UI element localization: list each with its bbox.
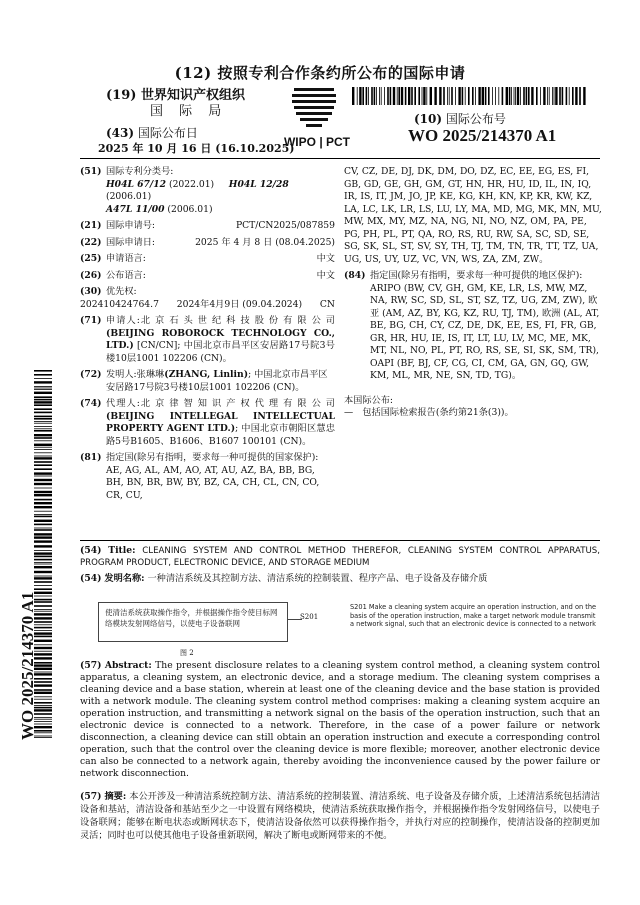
org-sub: 国 际 局 — [150, 104, 228, 119]
barcode-bar — [34, 556, 52, 558]
pubno-num: (10) — [414, 112, 443, 126]
barcode-bar — [455, 87, 456, 105]
barcode-bar — [531, 87, 533, 105]
barcode-bar — [34, 426, 52, 427]
barcode-bar — [34, 566, 52, 568]
barcode-bar — [498, 87, 499, 105]
barcode-bar — [34, 404, 52, 406]
barcode-bar — [393, 87, 395, 105]
barcode-bar — [583, 87, 585, 105]
title-zh-text: 一种清洁系统及其控制方法、清洁系统的控制装置、程序产品、电子设备及存储介质 — [147, 573, 488, 584]
priority-row — [80, 299, 335, 312]
barcode-bar — [430, 87, 432, 105]
barcode-bar — [384, 87, 385, 105]
barcode-bar — [357, 87, 358, 105]
inventor-name-zh: 张琳琳 — [136, 369, 165, 380]
designated-states-continued: CV, CZ, DE, DJ, DK, DM, DO, DZ, EC, EE, EG, ES, FI, GB, GD, GE, GH, GM, GT, HN, HR, HU, ID, IL, IN, IQ, IR, IS, IT, JM, JO, JP, KE, KG, KH, KN, KP, KR, KW, KZ, LA, LC, LK, LR, LS, LU, LY, MA, MD, MG, MK, MN, MU, MW, MX, MY, MZ, NA, NG, NI, NO, NZ, OM, PA, PE, PG, PH, PL, PT, QA, RO, RS, RU, RW, SA, SC, SD, SE, SG, SK, SL, ST, SV, SY, TH, TJ, TM, TN, TR, TT, TZ, UA, UG, US, UY, UZ, VC, VN, WS, ZA, ZM, ZW。 — [344, 166, 602, 265]
barcode-bar — [414, 87, 416, 105]
field-value: 中文 — [316, 269, 335, 281]
field-label: 国际申请号: — [106, 220, 156, 231]
barcode-bar — [451, 87, 453, 105]
barcode-bar — [34, 437, 52, 439]
barcode-bar — [34, 502, 52, 504]
barcode-bar — [475, 87, 476, 105]
ipc-line-1 — [106, 179, 335, 204]
barcode-bar — [34, 468, 52, 470]
barcode-bar — [34, 381, 52, 383]
agent-address: ; 中国北京市朝阳区慧忠路5号B1605、B1606、B1607 100101 (CN)。 — [106, 423, 335, 447]
barcode-bar — [492, 87, 493, 105]
barcode-bar — [488, 87, 490, 105]
barcode-bar — [401, 87, 403, 105]
field-value: 2025 年 4 月 8 日 (08.04.2025) — [195, 236, 335, 248]
barcode-bar — [528, 87, 530, 105]
org-name-text: 世界知识产权组织 — [140, 88, 245, 103]
barcode-bar — [540, 87, 541, 105]
barcode-bar — [34, 386, 52, 387]
barcode-bar — [34, 520, 52, 522]
barcode-bar — [579, 87, 581, 105]
side-publication-number: WO 2025/214370 A1 — [18, 591, 37, 740]
priority-country: CN — [319, 298, 335, 310]
barcode-bar — [34, 528, 52, 529]
field-label: 指定国(除另有指明，要求每一种可提供的地区保护): — [370, 270, 583, 281]
wipo-logo — [272, 82, 362, 154]
ipc-line-2 — [106, 204, 335, 217]
ipc-date: (2006.01) — [106, 191, 152, 202]
field-num: (84) — [344, 270, 366, 281]
field-label: 国际专利分类号: — [106, 166, 174, 177]
pubno-label-text: 国际公布号 — [445, 112, 506, 126]
barcode-bar — [34, 396, 52, 398]
pubdate-num: (43) — [106, 126, 135, 140]
barcode-bar — [34, 452, 52, 453]
field-num: (74) — [80, 398, 102, 409]
barcode-bar — [34, 491, 52, 493]
barcode-bar — [34, 416, 52, 418]
barcode-bar — [517, 87, 519, 105]
abstract-en — [80, 660, 600, 780]
barcode-bar — [368, 87, 369, 105]
field-num: (51) — [80, 166, 102, 177]
barcode-bar — [566, 87, 568, 105]
wipo-logo-text: WIPO | PCT — [283, 135, 351, 149]
field-num: (57) — [80, 791, 102, 802]
barcode-bar — [34, 545, 52, 547]
field-71 — [80, 315, 335, 365]
field-num: (30) — [80, 286, 102, 297]
barcode-bar — [559, 87, 561, 105]
agent-name-zh: 北 京 律 智 知 识 产 权 代 理 有 限 公 司 — [139, 398, 335, 409]
field-label: 代理人: — [106, 398, 140, 409]
priority-date: 2024年4月9日 (09.04.2024) — [176, 298, 303, 310]
field-num: (72) — [80, 369, 102, 380]
barcode-bar — [506, 87, 508, 105]
barcode-bar — [34, 389, 52, 390]
barcode-bar — [398, 87, 400, 105]
field-51 — [80, 166, 335, 216]
field-num: (57) — [80, 660, 102, 671]
regional-states: ARIPO (BW, CV, GH, GM, KE, LR, LS, MW, MZ, NA, RW, SC, SD, SL, ST, SZ, TZ, UG, ZM, ZW), 欧亚 (AM, AZ, BY, KG, KZ, RU, TJ, TM), 欧洲 (AL, AT, BE, BG, CH, CY, CZ, DE, DK, EE, ES, FI, FR, GB, GR, HR, HU, IE, IS, IT, LT, LU, LV, MC, ME, MK, MT, NL, NO, PL, PT, RO, RS, SE, SI, SK, SM, TR), OAPI (BF, BJ, CF, CG, CI, CM, GA, GN, GQ, GW, KM, ML, MR, NE, SN, TD, TG)。 — [370, 282, 600, 381]
barcode-bar — [34, 516, 52, 518]
field-num: (25) — [80, 253, 102, 264]
pubdate-label — [106, 124, 198, 141]
barcode-bar — [34, 581, 52, 583]
barcode-bar — [379, 87, 380, 105]
barcode-bar — [443, 87, 445, 105]
field-74 — [80, 398, 335, 448]
barcode-bar — [485, 87, 487, 105]
barcode-bar — [34, 514, 52, 515]
barcode-bar — [547, 87, 548, 105]
priority-number: 202410424764.7 — [80, 298, 159, 310]
barcode-bar — [34, 444, 52, 446]
barcode-bar — [34, 571, 52, 573]
field-label: 发明人: — [106, 369, 137, 380]
field-num: (21) — [80, 220, 102, 231]
barcode-bar — [405, 87, 407, 105]
barcode-bar — [34, 464, 52, 466]
inventor-address: ; 中国北京市昌平区安居路17号院3号楼10层1001 102206 (CN)。 — [106, 369, 328, 393]
abstract-zh — [80, 790, 600, 842]
barcode-bar — [514, 87, 515, 105]
field-num: (54) — [80, 573, 102, 584]
barcode-bar — [34, 408, 52, 410]
barcode-bar — [449, 87, 450, 105]
barcode-bar — [34, 540, 52, 542]
pubno-label — [414, 110, 506, 127]
title-en-text: CLEANING SYSTEM AND CONTROL METHOD THEREFOR, CLEANING SYSTEM CONTROL APPARATUS, PROGRAM PRODUCT, ELECTRONIC DEVICE, AND STORAGE MEDIUM — [80, 546, 600, 568]
barcode-bar — [381, 87, 382, 105]
barcode-bar — [359, 87, 361, 105]
barcode-bar — [515, 87, 516, 105]
barcode-bar — [390, 87, 392, 105]
barcode-bar — [34, 370, 52, 372]
pubdate-label-text: 国际公布日 — [137, 126, 198, 140]
barcode-bar — [555, 87, 557, 105]
title-en-label: Title: — [108, 545, 136, 556]
abstract-zh-text: 本公开涉及一种清洁系统控制方法、清洁系统的控制装置、清洁系统、电子设备及存储介质，上述清洁系统包括清洁设备和基站，清洁设备和基站至少之一中设置有网络模块，使清洁系统获取操作指令，并根据操作指令发射网络信号，以使电子设备联网；能够在断电状态或断网状态下，使清洁设备依然可以获得操作指令，并执行对应的控制操作，使清洁设备的控制更加灵活；同时也可以使其他电子设备重新联网，解决了断电或断网带来的不便。 — [80, 791, 600, 841]
barcode-bar — [34, 552, 52, 554]
field-num: (81) — [80, 452, 102, 463]
inventor-name-en: (ZHANG, Linlin) — [164, 369, 249, 380]
barcode-bar — [34, 524, 52, 526]
barcode-bar — [509, 87, 511, 105]
barcode-bar — [575, 87, 577, 105]
field-label: 申请人: — [106, 315, 140, 326]
barcode-bar — [411, 87, 413, 105]
title-en — [80, 545, 600, 569]
barcode-bar — [34, 374, 52, 376]
barcode-bar — [523, 87, 525, 105]
barcode-bar — [34, 536, 52, 538]
field-30 — [80, 286, 335, 311]
barcode-bar — [34, 421, 52, 422]
barcode-bar — [362, 87, 364, 105]
barcode-bar — [495, 87, 496, 105]
barcode-bar — [34, 434, 52, 436]
barcode-bar — [34, 550, 52, 551]
barcode-bar — [34, 559, 52, 561]
barcode-bar — [34, 388, 52, 389]
barcode-bar — [34, 461, 52, 463]
barcode-bar — [418, 87, 420, 105]
barcode-bar — [552, 87, 553, 105]
barcode-bar — [34, 483, 52, 485]
designated-states: AE, AG, AL, AM, AO, AT, AU, AZ, BA, BB, BG, BH, BN, BR, BW, BY, BZ, CA, CH, CL, CN, CO, CR, CU, — [106, 464, 320, 501]
barcode-bar — [422, 87, 423, 105]
abstract-en-text: The present disclosure relates to a cleaning system control method, a cleaning system control apparatus, a cleaning system, an electronic device, and a storage medium. The cleaning system comprises a cleaning device and a base station, wherein at least one of the cleaning device and the base station is provided with a network module. The cleaning system control method comprises: making a cleaning system acquire an operation instruction, and transmitting a network signal on the basis of the operation instruction, such that an electronic device is connected to a network. Therefore, in the case of a power failure or network disconnection, a cleaning device can still obtain an operation instruction and execute a corresponding control operation, such that the control over the cleaning device is more flexible; moreover, another electronic device can also be connected to a network again, thereby avoiding the inconvenience caused by the power failure or network disconnection. — [80, 660, 601, 779]
ipc-date: (2006.01) — [167, 203, 213, 215]
barcode-bar — [408, 87, 410, 105]
ipc-date: (2022.01) — [168, 178, 215, 190]
barcode-bar — [554, 87, 555, 105]
title-zh-label: 发明名称: — [104, 573, 145, 584]
field-22 — [80, 237, 335, 250]
field-label: 指定国(除另有指明，要求每一种可提供的国家保护): — [106, 452, 319, 463]
wipo-globe-icon — [292, 88, 336, 127]
barcode-bar — [520, 87, 521, 105]
field-label: 公布语言: — [106, 269, 146, 281]
field-label: 申请语言: — [106, 253, 146, 264]
field-value: PCT/CN2025/087859 — [235, 220, 335, 231]
barcode-bar — [371, 87, 373, 105]
barcode-bar — [34, 399, 52, 401]
barcode-bar — [34, 401, 52, 403]
barcode-bar — [34, 456, 52, 457]
top-barcode — [352, 87, 586, 105]
barcode-bar — [468, 87, 470, 105]
document-title: (12) 按照专利合作条约所公布的国际申请 — [174, 64, 466, 82]
ipc-code: H04L 67/12 — [106, 178, 167, 190]
barcode-bar — [34, 576, 52, 577]
figure-translation: S201 Make a cleaning system acquire an operation instruction, and on the basis of the operation instruction, make a target network module transmit a network signal, such that an electronic device is connected to a network — [350, 603, 597, 628]
org-num: (19) — [106, 88, 137, 103]
barcode-bar — [426, 87, 427, 105]
field-num: (71) — [80, 315, 102, 326]
field-num: (54) — [80, 545, 102, 556]
barcode-bar — [34, 585, 52, 586]
barcode-bar — [478, 87, 480, 105]
barcode-bar — [34, 479, 52, 481]
field-num: (26) — [80, 269, 102, 281]
barcode-bar — [34, 562, 52, 563]
barcode-bar — [374, 87, 376, 105]
barcode-bar — [352, 87, 354, 105]
barcode-bar — [34, 378, 52, 379]
barcode-bar — [34, 440, 52, 441]
barcode-bar — [34, 577, 52, 579]
barcode-bar — [34, 449, 52, 450]
field-21 — [80, 220, 335, 233]
barcode-bar — [439, 87, 441, 105]
barcode-bar — [34, 447, 52, 448]
barcode-bar — [458, 87, 460, 105]
abstract-en-label: Abstract: — [104, 660, 152, 671]
barcode-bar — [34, 488, 52, 489]
field-72 — [80, 369, 335, 394]
barcode-bar — [511, 87, 512, 105]
barcode-bar — [34, 529, 52, 531]
left-column — [80, 166, 335, 506]
barcode-bar — [34, 564, 52, 565]
published-item: — 包括国际检索报告(条约第21条(3))。 — [344, 407, 514, 418]
field-label: 优先权: — [106, 286, 137, 297]
barcode-bar — [34, 494, 52, 496]
abstract-zh-label: 摘要: — [104, 791, 127, 802]
published-label: 本国际公布: — [344, 394, 394, 406]
barcode-bar — [34, 392, 52, 394]
barcode-bar — [572, 87, 574, 105]
barcode-bar — [34, 499, 52, 501]
barcode-bar — [34, 423, 52, 424]
ipc-code: H04L 12/28 — [228, 178, 289, 190]
barcode-bar — [34, 511, 52, 512]
right-column — [344, 166, 602, 420]
figure-step-label: S201 — [300, 613, 319, 621]
barcode-bar — [434, 87, 436, 105]
barcode-bar — [34, 430, 52, 432]
applicant-name-zh: 北 京 石 头 世 纪 科 技 股 份 有 限 公 司 — [139, 315, 335, 326]
barcode-bar — [34, 476, 52, 477]
ipc-code: A47L 11/00 — [106, 203, 165, 215]
field-25 — [80, 253, 335, 266]
barcode-bar — [549, 87, 550, 105]
figure-caption: 图 2 — [180, 649, 194, 657]
barcode-bar — [34, 412, 52, 414]
barcode-bar — [34, 506, 52, 508]
applicant-address: [CN/CN]; 中国北京市昌平区安居路17号院3号楼10层1001 102206 (CN)。 — [106, 340, 335, 364]
barcode-bar — [462, 87, 464, 105]
barcode-bar — [543, 87, 545, 105]
figure-step-box: 使清洁系统获取操作指令，并根据操作指令使目标网络模块发射网络信号，以使电子设备联网 — [98, 602, 288, 642]
barcode-bar — [502, 87, 504, 105]
barcode-bar — [397, 87, 398, 105]
barcode-bar — [387, 87, 389, 105]
barcode-bar — [536, 87, 538, 105]
barcode-bar — [34, 588, 52, 590]
barcode-bar — [465, 87, 466, 105]
header-rule — [80, 158, 600, 159]
field-value: 中文 — [316, 253, 335, 264]
agent-name-en: (BEIJING INTELLEGAL INTELLECTUAL PROPERTY AGENT LTD.) — [106, 410, 335, 434]
barcode-bar — [34, 472, 52, 474]
field-84 — [344, 270, 602, 383]
barcode-bar — [447, 87, 448, 105]
barcode-bar — [423, 87, 425, 105]
barcode-bar — [34, 418, 52, 420]
pubdate: 2025 年 10 月 16 日 (16.10.2025) — [98, 142, 295, 155]
field-label: 国际申请日: — [106, 236, 156, 248]
barcode-bar — [34, 457, 52, 459]
field-81 — [80, 452, 335, 502]
barcode-bar — [562, 87, 564, 105]
barcode-bar — [34, 533, 52, 535]
barcode-bar — [34, 428, 52, 429]
field-num: (22) — [80, 236, 102, 248]
barcode-bar — [482, 87, 484, 105]
published-block — [344, 395, 602, 420]
publication-number: WO 2025/214370 A1 — [408, 126, 557, 145]
field-26 — [80, 270, 335, 283]
barcode-bar — [526, 87, 528, 105]
applicant-name-en: (BEIJING ROBOROCK TECHNOLOGY CO., LTD.) — [106, 327, 335, 351]
title-rule — [80, 540, 600, 541]
barcode-bar — [472, 87, 474, 105]
barcode-bar — [376, 87, 377, 105]
barcode-bar — [569, 87, 570, 105]
barcode-bar — [366, 87, 368, 105]
title-zh — [80, 573, 600, 585]
